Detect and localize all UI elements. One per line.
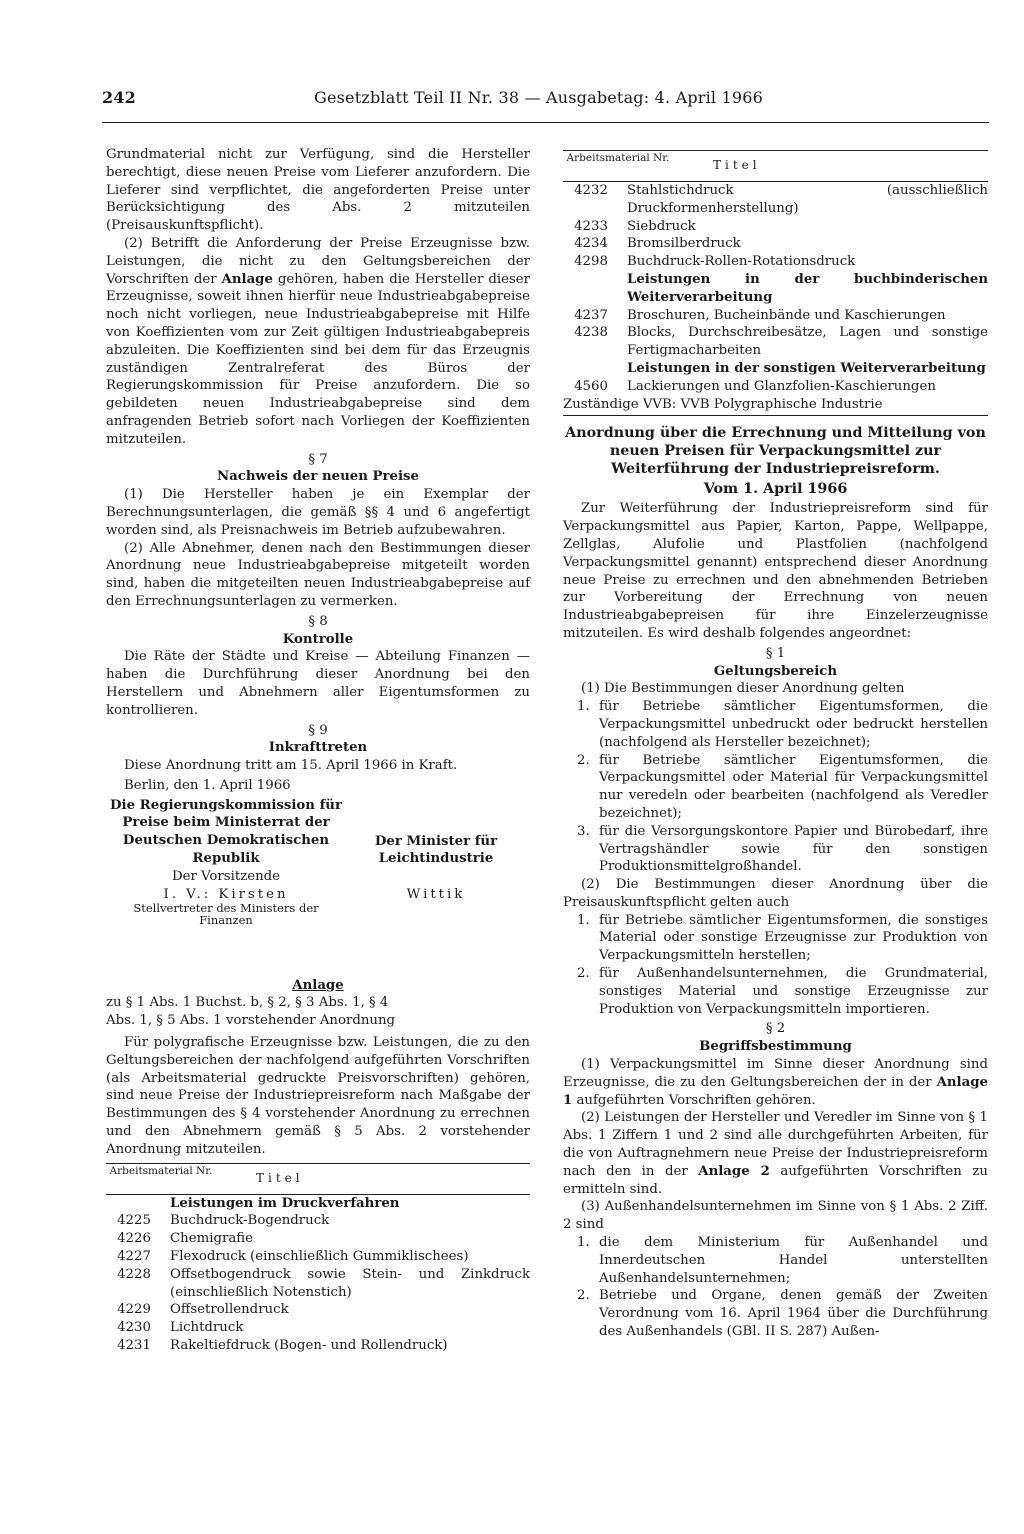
column-header-number: Arbeitsmaterial Nr. [109, 1164, 213, 1177]
group-heading: Leistungen im Druckverfahren [170, 1195, 400, 1211]
section-2-para-3: (3) Außenhandelsunternehmen im Sinne von § 1 Abs. 2 Ziff. 2 sind [563, 1199, 988, 1233]
ordinance-title: Anordnung über die Errechnung und Mitteilung von neuen Preisen für Verpackungsmittel zur Weiterführung der Industriepreisreform. [565, 425, 986, 478]
section-2-para-2: (2) Leistungen der Hersteller und Veredler im Sinne von § 1 Abs. 1 Ziffern 1 und 2 sind alle durchgeführten Arbeiten, für die von Auftragnehmern neue Preise der Industriepreisreform nach den in der Anlage 2 aufgeführten Vorschriften zu ermitteln sind. [563, 1110, 988, 1197]
section-9-para-1: Diese Anordnung tritt am 15. April 1966 in Kraft. [124, 758, 458, 774]
section-rule [563, 415, 988, 416]
list-item: 1. die dem Ministerium für Außenhandel und Innerdeutschen Handel unterstellten Außenhandelsunternehmen; [577, 1235, 988, 1286]
column-header-number: Arbeitsmaterial Nr. [566, 152, 670, 164]
anlage-title: Anlage [292, 977, 344, 993]
ordinance-intro: Zur Weiterführung der Industriepreisreform sind für Verpackungsmittel aus Papier, Karton, Pappe, Wellpappe, Zellglas, Alufolie und Plastfolien (nachfolgend Verpackungsmittel genannt) entsprechend dieser Anordnung neue Preise zu errechnen und den abnehmenden Betrieben zur Vorbereitung der Errechnung von neuen Industrieabgabepreisen für ihre Einzelerzeugnisse mitzuteilen. Es wird deshalb folgendes angeordnet: [563, 501, 988, 641]
right-column [563, 150, 988, 1341]
table-row: 4226 Chemigrafie [117, 1231, 254, 1247]
section-7-title: Nachweis der neuen Preise [216, 469, 419, 485]
section-2-title: Begriffsbestimmung [699, 1039, 852, 1055]
group-heading: Leistungen in der buchbinderischen Weiterverarbeitung [627, 271, 988, 305]
section-8-title: Kontrolle [282, 631, 354, 647]
section-1-number: § 1 [765, 645, 786, 661]
section-7-number: § 7 [308, 451, 328, 467]
section-9-number: § 9 [308, 722, 328, 738]
table-row: 4238 Blocks, Durchschreibesätze, Lagen und sonstige Fertigmacharbeiten [574, 325, 988, 359]
table-row: 4560 Lackierungen und Glanzfolien-Kaschierungen [574, 378, 936, 394]
page-header [102, 88, 790, 112]
section-2-number: § 2 [765, 1021, 786, 1037]
anlage-paragraph: Für polygrafische Erzeugnisse bzw. Leistungen, die zu den Geltungsbereichen der nachfolgend aufgeführten Vorschriften (als Arbeitsmaterial gedruckte Preisvorschriften) gehören, sind neue Preise der Industriepreisreform nach Maßgabe der Bestimmungen des § 4 vorstehender Anordnung zu errechnen und den Abnehmern gemäß § 5 Abs. 2 vorstehender Anordnung mitzuteilen. [106, 1035, 530, 1157]
place-date: Berlin, den 1. April 1966 [124, 777, 291, 793]
signature-left-org: Die Regierungskommission für Preise beim Ministerrat der Deutschen Demokratischen Republik [110, 797, 342, 867]
gazette-title: Gesetzblatt Teil II Nr. 38 — Ausgabetag: 4. April 1966 [314, 88, 764, 107]
section-2-para-1: (1) Verpackungsmittel im Sinne dieser Anordnung sind Erzeugnisse, die zu den Geltungsbereichen der in der Anlage 1 aufgeführten Vorschriften gehören. [563, 1057, 988, 1108]
header-rule [102, 122, 989, 123]
table-row: 4225 Buchdruck-Bogendruck [117, 1213, 330, 1229]
column-header-title: Titel [713, 158, 761, 172]
section-8-para-1: Die Räte der Städte und Kreise — Abteilung Finanzen — haben die Durchführung dieser Anordnung bei den Herstellern und Abnehmern aller Eigentumsformen zu kontrollieren. [106, 649, 530, 718]
section-9-title: Inkrafttreten [268, 740, 368, 756]
table-row: 4229 Offsetrollendruck [117, 1302, 289, 1318]
responsible-vvb: Zuständige VVB: VVB Polygraphische Industrie [563, 396, 883, 412]
signature-left [106, 797, 346, 927]
price-regulations-table-left [106, 1195, 530, 1355]
table-row: 4227 Flexodruck (einschließlich Gummiklischees) [117, 1249, 469, 1265]
table-row: 4234 Bromsilberdruck [574, 236, 741, 252]
section-1-para-1: (1) Die Bestimmungen dieser Anordnung gelten [581, 681, 905, 697]
table-row: 4233 Siebdruck [574, 218, 696, 234]
left-column [106, 146, 530, 1355]
table-row: 4232 Stahlstichdruck (ausschließlich Druckformenherstellung) [574, 183, 988, 216]
section-1-para-2: (2) Die Bestimmungen dieser Anordnung über die Preisauskunftspflicht gelten auch [563, 877, 988, 910]
signature-right [361, 833, 511, 904]
section-8-number: § 8 [308, 613, 328, 629]
signatures [106, 797, 530, 973]
signature-left-name: I. V.: Kirsten [163, 886, 289, 902]
table-header-right [563, 150, 988, 182]
table-row: 4237 Broschuren, Bucheinbände und Kaschierungen [574, 307, 946, 323]
list-item: 2. für Betriebe sämtlicher Eigentumsformen, die Verpackungsmittel oder Material für Verpackungsmittel nur veredeln oder bearbeiten (nachfolgend als Veredler bezeichnet); [577, 752, 988, 821]
table-row: 4231 Rakeltiefdruck (Bogen- und Rollendruck) [117, 1338, 448, 1354]
signature-left-sub: Stellvertreter des Ministers der Finanzen [133, 901, 319, 927]
list-item: 2. Betriebe und Organe, denen gemäß der Zweiten Verordnung vom 16. April 1964 über die Durchführung des Außenhandels (GBl. II S. 287) Außen- [577, 1288, 988, 1340]
list-item: 3. für die Versorgungskontore Papier und Bürobedarf, ihre Vertragshändler sowie für den sonstigen Produktionsmittelgroßhandel. [577, 823, 988, 875]
intro-paragraph: Grundmaterial nicht zur Verfügung, sind die Hersteller berechtigt, diese neuen Preise vom Lieferer anzufordern. Die Lieferer sind verpflichtet, die angeforderten Preise unter Berücksichtigung des Abs. 2 mitzuteilen (Preisauskunftspflicht). [106, 147, 530, 234]
section-7-para-1: (1) Die Hersteller haben je ein Exemplar der Berechnungsunterlagen, die gemäß §§ 4 und 6 angefertigt worden sind, als Preisnachweis im Betrieb aufzubewahren. [106, 487, 530, 538]
table-row: 4298 Buchdruck-Rollen-Rotationsdruck [574, 254, 856, 270]
signature-left-role: Der Vorsitzende [171, 868, 281, 884]
table-row: 4230 Lichtdruck [117, 1320, 244, 1336]
section-7-para-2: (2) Alle Abnehmer, denen nach den Bestimmungen dieser Anordnung neue Industrieabgabepreise mitgeteilt worden sind, haben die mitgeteilten neuen Industrieabgabepreise auf den Errechnungsunterlagen zu vermerken. [106, 540, 530, 609]
page-number: 242 [102, 88, 136, 107]
signature-right-name: Wittik [406, 887, 466, 903]
list-item: 1. für Betriebe sämtlicher Eigentumsformen, die sonstiges Material oder sonstige Erzeugnisse zur Produktion von Verpackungsmitteln herstellen; [577, 912, 988, 964]
paragraph-2: (2) Betrifft die Anforderung der Preise Erzeugnisse bzw. Leistungen, die nicht zu den Geltungsbereichen der Vorschriften der Anlage gehören, haben die Hersteller dieser Erzeugnisse, soweit ihnen hierfür neue Industrieabgabepreise noch nicht vorliegen, neue Industrieabgabepreise mit Hilfe von Koeffizienten vom zur Zeit gültigen Industrieabgabepreis abzuleiten. Die Koeffizienten sind bei dem für das Erzeugnis zuständigen Zentralreferat des Büros der Regierungskommission für Preise anzufordern. Die so gebildeten neuen Industrieabgabepreise sind dem anfragenden Betrieb sofort nach Vorliegen der Koeffizienten mitzuteilen. [106, 235, 530, 447]
table-group-row [106, 1195, 530, 1213]
anlage-reference: zu § 1 Abs. 1 Buchst. b, § 2, § 3 Abs. 1, § 4 Abs. 1, § 5 Abs. 1 vorstehender Anordnung [106, 995, 396, 1029]
table-row: 4228 Offsetbogendruck sowie Stein- und Zinkdruck (einschließlich Notenstich) [117, 1266, 530, 1300]
column-header-title: Titel [256, 1170, 304, 1185]
price-regulations-table-right [563, 182, 988, 396]
table-group-row [563, 360, 988, 378]
list-item: 2. für Außenhandelsunternehmen, die Grundmaterial, sonstiges Material und sonstige Erzeugnisse zur Produktion von Verpackungsmitteln importieren. [577, 966, 988, 1017]
table-group-row [563, 271, 988, 307]
group-heading: Leistungen in der sonstigen Weiterverarbeitung [627, 360, 986, 376]
ordinance-date: Vom 1. April 1966 [703, 481, 848, 498]
table-header-left [106, 1163, 530, 1195]
list-item: 1. für Betriebe sämtlicher Eigentumsformen, die Verpackungsmittel unbedruckt oder bedruckt herstellen (nachfolgend als Hersteller bezeichnet); [577, 699, 988, 750]
section-1-title: Geltungsbereich [713, 663, 838, 679]
signature-right-org: Der Minister für Leichtindustrie [374, 833, 498, 867]
